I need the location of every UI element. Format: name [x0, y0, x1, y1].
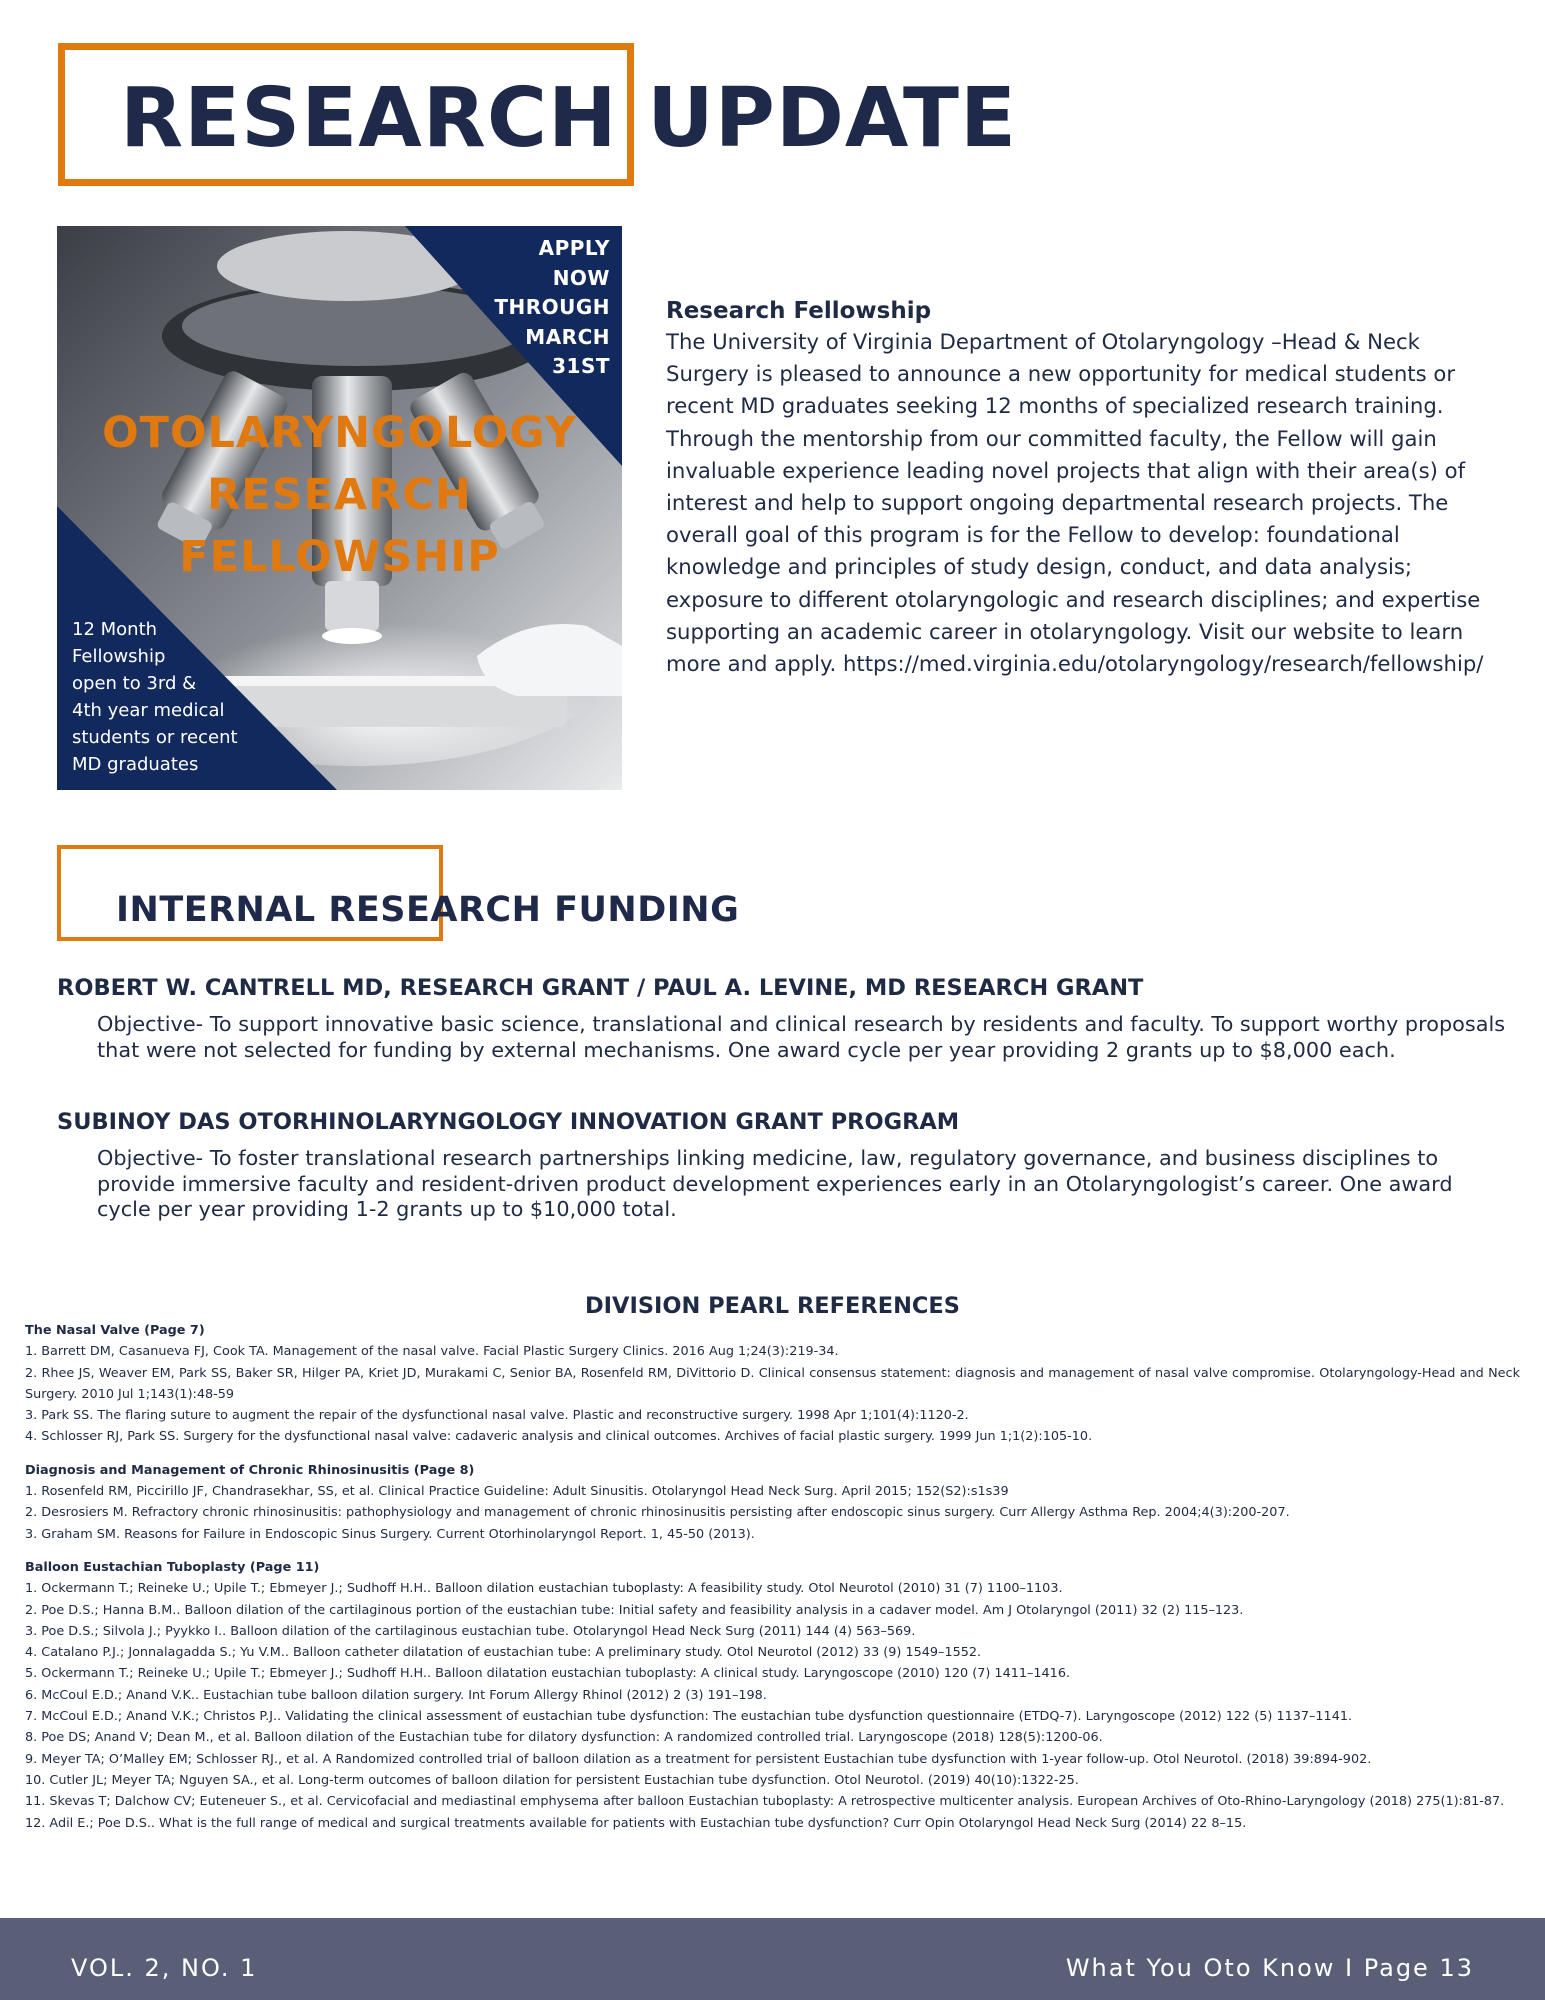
poster-headline: OTOLARYNGOLOGY RESEARCH FELLOWSHIP [102, 408, 577, 582]
page-title: RESEARCH UPDATE [120, 71, 1017, 166]
reference-item: 1. Rosenfeld RM, Piccirillo JF, Chandrasekhar, SS, et al. Clinical Practice Guideline: Adult Sinusitis. Otolaryngol Head Neck Surg. April 2015; 152(S2):s1s39 [25, 1484, 1009, 1500]
reference-item: 4. Schlosser RJ, Park SS. Surgery for the dysfunctional nasal valve: cadaveric analysis and clinical outcomes. Archives of facial plastic surgery. 1999 Jun 1;1(2):105-10. [25, 1429, 1093, 1445]
grant-objective-cantrell-levine: Objective- To support innovative basic science, translational and clinical research by residents and faculty. To support worthy proposals that were not selected for funding by external mechanisms. One award cycle per year providing 2 grants up to $8,000 each. [97, 1012, 1506, 1062]
reference-item: 6. McCoul E.D.; Anand V.K.. Eustachian tube balloon dilation surgery. Int Forum Allergy Rhinol (2012) 2 (3) 191–198. [25, 1687, 767, 1703]
grant-heading-cantrell-levine: ROBERT W. CANTRELL MD, RESEARCH GRANT / PAUL A. LEVINE, MD RESEARCH GRANT [57, 975, 1144, 1001]
reference-item: 9. Meyer TA; O’Malley EM; Schlosser RJ., et al. A Randomized controlled trial of balloon dilation as a treatment for persistent Eustachian tube dysfunction with 1-year follow-up. Otol Neurotol. (2018) 39:894-902. [25, 1751, 1372, 1767]
reference-item: 4. Catalano P.J.; Jonnalagadda S.; Yu V.M.. Balloon catheter dilatation of eustachian tube: A preliminary study. Otol Neurotol (2012) 33 (9) 1549–1552. [25, 1645, 982, 1661]
page-number: What You Oto Know I Page 13 [1065, 1954, 1474, 1982]
reference-item: 11. Skevas T; Dalchow CV; Euteneuer S., et al. Cervicofacial and mediastinal emphysema after balloon Eustachian tuboplasty: A retrospective multicenter analysis. European Archives of Oto-Rhino-Laryngology (2018) 275(1):81-87. [25, 1794, 1505, 1810]
reference-item: 10. Cutler JL; Meyer TA; Nguyen SA., et al. Long-term outcomes of balloon dilation for persistent Eustachian tube dysfunction. Otol Neurotol. (2019) 40(10):1322-25. [25, 1772, 1079, 1788]
references-list [25, 1320, 1520, 1834]
grant-objective-das: Objective- To foster translational research partnerships linking medicine, law, regulatory governance, and business disciplines to provide immersive faculty and resident-driven product development experiences early in an Otolaryngologist’s career. One award cycle per year providing 1-2 grants up to $10,000 total. [97, 1146, 1453, 1221]
reference-item: 5. Ockermann T.; Reineke U.; Upile T.; Ebmeyer J.; Sudhoff H.H.. Balloon dilatation eustachian tuboplasty: A clinical study. Laryngoscope (2010) 120 (7) 1411–1416. [25, 1666, 1071, 1682]
poster-eligibility-note: 12 Month Fellowship open to 3rd & 4th year medical students or recent MD graduates [72, 619, 238, 775]
apply-deadline: APPLY NOW THROUGH MARCH 31ST [494, 236, 610, 378]
funding-title: INTERNAL RESEARCH FUNDING [116, 890, 740, 930]
reference-item: 8. Poe DS; Anand V; Dean M., et al. Balloon dilation of the Eustachian tube for dilatory dysfunction: A randomized controlled trial. Laryngoscope (2018) 128(5):1200-06. [25, 1730, 1103, 1746]
reference-item: 7. McCoul E.D.; Anand V.K.; Christos P.J.. Validating the clinical assessment of eustachian tube dysfunction: The eustachian tube dysfunction questionnaire (ETDQ-7). Laryngoscope (2012) 122 (5) 1137–1141. [25, 1709, 1353, 1725]
reference-item: 2. Rhee JS, Weaver EM, Park SS, Baker SR, Hilger PA, Kriet JD, Murakami C, Senior BA, Rosenfeld RM, DiVittorio D. Clinical consensus statement: diagnosis and management of nasal valve compromise. Otolaryngology-Head and Neck Surgery. 2010 Jul 1;143(1):48-59 [25, 1365, 1520, 1402]
reference-item: 2. Poe D.S.; Hanna B.M.. Balloon dilation of the cartilaginous portion of the eustachian tube: Initial safety and feasibility analysis in a cadaver model. Am J Otolaryngol (2011) 32 (2) 115–123. [25, 1602, 1244, 1618]
volume-issue: VOL. 2, NO. 1 [71, 1954, 258, 1982]
reference-section-heading: Diagnosis and Management of Chronic Rhinosinusitis (Page 8) [25, 1462, 475, 1478]
grant-heading-das: SUBINOY DAS OTORHINOLARYNGOLOGY INNOVATION GRANT PROGRAM [57, 1109, 960, 1135]
reference-item: 3. Poe D.S.; Silvola J.; Pyykko I.. Balloon dilation of the cartilaginous eustachian tube. Otolaryngol Head Neck Surg (2011) 144 (4) 563–569. [25, 1623, 916, 1639]
reference-item: 1. Ockermann T.; Reineke U.; Upile T.; Ebmeyer J.; Sudhoff H.H.. Balloon dilation eustachian tuboplasty: A feasibility study. Otol Neurotol (2010) 31 (7) 1100–1103. [25, 1581, 1063, 1597]
fellowship-poster [57, 226, 622, 790]
fellowship-heading: Research Fellowship [666, 298, 932, 324]
reference-item: 3. Graham SM. Reasons for Failure in Endoscopic Sinus Surgery. Current Otorhinolaryngol Report. 1, 45-50 (2013). [25, 1526, 755, 1542]
reference-section-heading: Balloon Eustachian Tuboplasty (Page 11) [25, 1559, 320, 1575]
fellowship-section [666, 298, 1491, 680]
reference-item: 12. Adil E.; Poe D.S.. What is the full range of medical and surgical treatments available for patients with Eustachian tube dysfunction? Curr Opin Otolaryngol Head Neck Surg (2014) 22 8–15. [25, 1815, 1247, 1831]
references-title: DIVISION PEARL REFERENCES [584, 1293, 961, 1319]
fellowship-body: The University of Virginia Department of Otolaryngology –Head & Neck Surgery is pleased to announce a new opportunity for medical students or recent MD graduates seeking 12 months of specialized research training. Through the mentorship from our committed faculty, the Fellow will gain invaluable experience leading novel projects that align with their area(s) of interest and help to support ongoing departmental research projects. The overall goal of this program is for the Fellow to develop: foundational knowledge and principles of study design, conduct, and data analysis; exposure to different otolaryngologic and research disciplines; and expertise supporting an academic career in otolaryngology. Visit our website to learn more and apply. https://med.virginia.edu/otolaryngology/research/fellowship/ [666, 329, 1484, 677]
reference-item: 1. Barrett DM, Casanueva FJ, Cook TA. Management of the nasal valve. Facial Plastic Surgery Clinics. 2016 Aug 1;24(3):219-34. [25, 1344, 839, 1360]
reference-item: 3. Park SS. The flaring suture to augment the repair of the dysfunctional nasal valve. Plastic and reconstructive surgery. 1998 Apr 1;101(4):1120-2. [25, 1408, 969, 1424]
page-footer [0, 1918, 1545, 2000]
reference-section-heading: The Nasal Valve (Page 7) [25, 1323, 205, 1338]
reference-item: 2. Desrosiers M. Refractory chronic rhinosinusitis: pathophysiology and management of chronic rhinosinusitis persisting after endoscopic sinus surgery. Curr Allergy Asthma Rep. 2004;4(3):200-207. [25, 1505, 1290, 1521]
